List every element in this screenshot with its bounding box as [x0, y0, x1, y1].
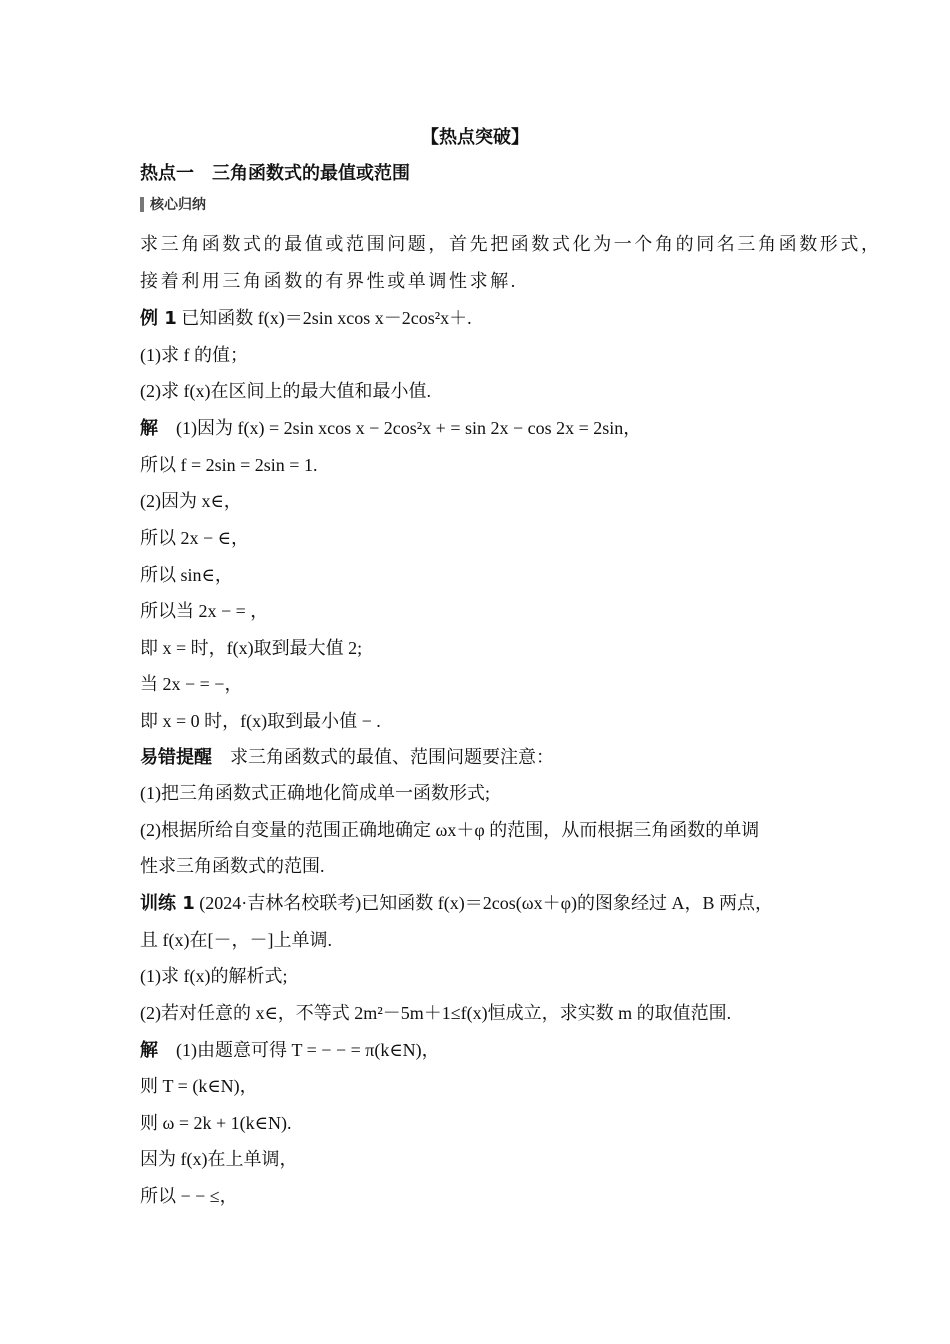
training-solution-line-2: [140, 1074, 258, 1098]
core-summary-tag: [140, 194, 206, 214]
paragraph-text: (2)根据所给自变量的范围正确地确定 ωx＋φ 的范围，从而根据三角函数的单调: [140, 820, 760, 840]
reminder-line-2: [140, 818, 759, 842]
training-solution-line-3: [140, 1111, 291, 1135]
paragraph-text: 求三角函数式的最值或范围问题，首先把函数式化为一个角的同名三角函数形式，: [140, 234, 882, 254]
example-text: 已知函数 f(x)＝2sin xcos x－2cos²x＋.: [176, 308, 472, 328]
solution-line-4: [140, 526, 249, 550]
reminder-line-3: [140, 854, 325, 878]
paragraph-text: (1)把三角函数式正确地化简成单一函数形式;: [140, 783, 490, 803]
paragraph-text: (2)求 f(x)在区间上的最大值和最小值.: [140, 381, 431, 401]
solution-line-2: [140, 453, 317, 477]
paragraph-text: 所以 − − ≤，: [140, 1186, 238, 1206]
tag-bar-icon: [140, 197, 144, 212]
paragraph-text: 所以 sin∈，: [140, 565, 233, 585]
paragraph-text: (2)若对任意的 x∈，不等式 2m²－5m＋1≤f(x)恒成立，求实数 m 的取值范围.: [140, 1003, 732, 1023]
paragraph-text: 因为 f(x)在上单调，: [140, 1149, 298, 1169]
solution-line-8: [140, 672, 242, 696]
solution-line-9: [140, 709, 381, 733]
training-solution-line-1: [140, 1038, 440, 1063]
solution-text: (1)由题意可得 T = − − = π(k∈N)，: [158, 1040, 440, 1060]
training-solution-line-4: [140, 1147, 297, 1171]
paragraph-text: 即 x = 0 时，f(x)取到最小值 − .: [140, 711, 381, 731]
question-2-line: [140, 379, 431, 403]
paragraph-text: 则 T = (k∈N)，: [140, 1076, 258, 1096]
example-1-line: [140, 306, 472, 331]
paragraph-text: (2)因为 x∈，: [140, 491, 242, 511]
example-label: 例 1: [140, 308, 177, 329]
training-text: (2024·吉林名校联考)已知函数 f(x)＝2cos(ωx＋φ)的图象经过 A，B 两点，: [194, 893, 773, 913]
paragraph-text: 接着利用三角函数的有界性或单调性求解.: [140, 271, 518, 291]
summary-line-2: [140, 269, 518, 293]
paragraph-text: 当 2x − = −，: [140, 674, 243, 694]
paragraph-text: 性求三角函数式的范围.: [140, 856, 325, 876]
solution-line-1: [140, 416, 641, 441]
hot-topics-heading: 【热点突破】: [421, 127, 529, 148]
summary-line-1: [140, 232, 882, 256]
solution-label: 解: [140, 418, 158, 439]
paragraph-text: 且 f(x)在[－，－]上单调.: [140, 930, 332, 950]
reminder-line-1: [140, 781, 490, 805]
paragraph-text: (1)求 f(x)的解析式;: [140, 966, 288, 986]
training-solution-line-5: [140, 1184, 238, 1208]
solution-line-5: [140, 563, 233, 587]
training-label: 训练 1: [140, 893, 195, 914]
paragraph-text: 所以 2x − ∈，: [140, 528, 249, 548]
paragraph-text: 即 x = 时，f(x)取到最大值 2;: [140, 638, 363, 658]
error-reminder-label: 易错提醒: [140, 747, 212, 768]
core-summary-label: 核心归纳: [150, 197, 206, 213]
paragraph-text: 所以当 2x − = ，: [140, 601, 269, 621]
training-line-2: [140, 928, 332, 952]
training-question-1: [140, 964, 287, 988]
solution-line-6: [140, 599, 268, 623]
error-reminder-line: [140, 745, 554, 770]
solution-label: 解: [140, 1040, 158, 1061]
training-question-2: [140, 1001, 731, 1025]
paragraph-text: (1)求 f 的值；: [140, 345, 248, 365]
paragraph-text: 所以 f = 2sin = 2sin = 1.: [140, 455, 318, 475]
question-1-line: [140, 343, 248, 367]
error-reminder-text: 求三角函数式的最值、范围问题要注意：: [212, 747, 554, 767]
section-title: 热点一 三角函数式的最值或范围: [140, 163, 410, 184]
solution-line-3: [140, 489, 242, 513]
paragraph-text: 则 ω = 2k + 1(k∈N).: [140, 1113, 292, 1133]
training-1-line: [140, 891, 773, 916]
solution-text: (1)因为 f(x) = 2sin xcos x − 2cos²x + = sin 2x − cos 2x = 2sin，: [158, 418, 642, 438]
solution-line-7: [140, 636, 362, 660]
